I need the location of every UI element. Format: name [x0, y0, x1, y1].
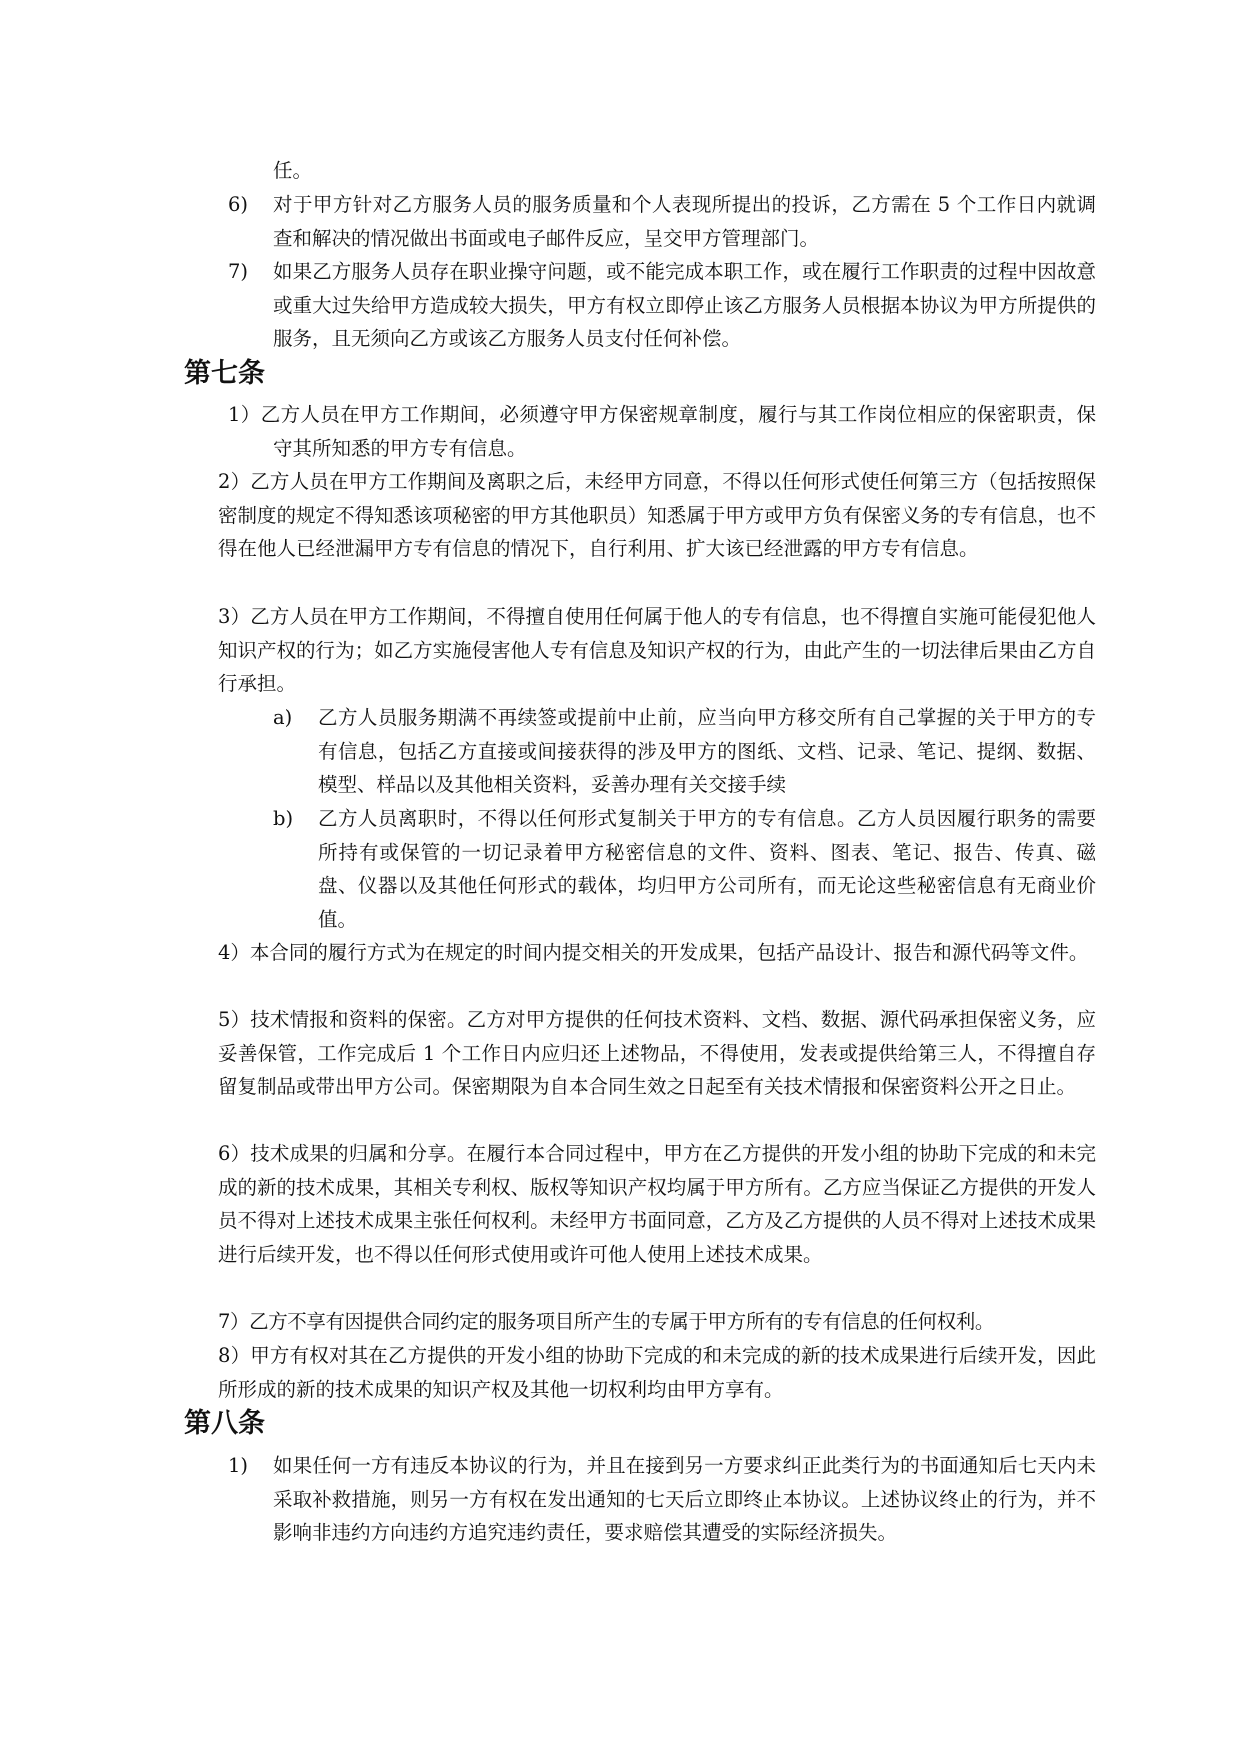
list-number: 7) — [228, 260, 249, 283]
article-7-para-7: 7）乙方不享有因提供合同约定的服务项目所产生的专属于甲方所有的专有信息的任何权利。 — [218, 1310, 995, 1333]
article-7-para-1: 1）乙方人员在甲方工作期间，必须遵守甲方保密规章制度，履行与其工作岗位相应的保密职责，保守其所知悉的甲方专有信息。 — [228, 403, 1096, 460]
list-item-7 — [228, 255, 1096, 356]
list-text: 对于甲方针对乙方服务人员的服务质量和个人表现所提出的投诉，乙方需在 5 个工作日内就调查和解决的情况做出书面或电子邮件反应，呈交甲方管理部门。 — [273, 193, 1096, 250]
list-item-6 — [228, 188, 1096, 255]
article-8-item-1 — [228, 1449, 1096, 1550]
article-7-para-4: 4）本合同的履行方式为在规定的时间内提交相关的开发成果，包括产品设计、报告和源代码等文件。 — [218, 941, 1089, 964]
article-7-para-6: 6）技术成果的归属和分享。在履行本合同过程中，甲方在乙方提供的开发小组的协助下完成的和未完成的新的技术成果，其相关专利权、版权等知识产权均属于甲方所有。乙方应当保证乙方提供的开发人员不得对上述技术成果主张任何权利。未经甲方书面同意，乙方及乙方提供的人员不得对上述技术成果进行后续开发，也不得以任何形式使用或许可他人使用上述技术成果。 — [218, 1142, 1096, 1266]
list-letter: b) — [273, 807, 294, 830]
article-7-para-3: 3）乙方人员在甲方工作期间，不得擅自使用任何属于他人的专有信息，也不得擅自实施可能侵犯他人知识产权的行为；如乙方实施侵害他人专有信息及知识产权的行为，由此产生的一切法律后果由乙方自行承担。 — [218, 605, 1096, 695]
sub-item-a — [273, 701, 1096, 802]
list-text: 乙方人员服务期满不再续签或提前中止前，应当向甲方移交所有自己掌握的关于甲方的专有信息，包括乙方直接或间接获得的涉及甲方的图纸、文档、记录、笔记、提纲、数据、模型、样品以及其他相关资料，妥善办理有关交接手续 — [318, 706, 1096, 796]
list-number: 1) — [228, 1454, 249, 1477]
article-8-heading: 第八条 — [184, 1408, 265, 1439]
article-7-para-5: 5）技术情报和资料的保密。乙方对甲方提供的任何技术资料、文档、数据、源代码承担保密义务，应妥善保管，工作完成后 1 个工作日内应归还上述物品，不得使用，发表或提供给第三人，不得擅自存留复制品或带出甲方公司。保密期限为自本合同生效之日起至有关技术情报和保密资料公开之日止。 — [218, 1008, 1096, 1098]
list-number: 6) — [228, 193, 249, 216]
list-letter: a) — [273, 706, 293, 729]
list-text: 如果任何一方有违反本协议的行为，并且在接到另一方要求纠正此类行为的书面通知后七天内未采取补救措施，则另一方有权在发出通知的七天后立即终止本协议。上述协议终止的行为，并不影响非违约方向违约方追究违约责任，要求赔偿其遭受的实际经济损失。 — [273, 1454, 1096, 1544]
article-7-para-8: 8）甲方有权对其在乙方提供的开发小组的协助下完成的和未完成的新的技术成果进行后续开发，因此所形成的新的技术成果的知识产权及其他一切权利均由甲方享有。 — [218, 1344, 1096, 1401]
list-text: 如果乙方服务人员存在职业操守问题，或不能完成本职工作，或在履行工作职责的过程中因故意或重大过失给甲方造成较大损失，甲方有权立即停止该乙方服务人员根据本协议为甲方所提供的服务，且无须向乙方或该乙方服务人员支付任何补偿。 — [273, 260, 1096, 350]
article-7-heading: 第七条 — [184, 358, 265, 389]
sub-item-b — [273, 802, 1096, 936]
article-7-para-2: 2）乙方人员在甲方工作期间及离职之后，未经甲方同意，不得以任何形式使任何第三方（包括按照保密制度的规定不得知悉该项秘密的甲方其他职员）知悉属于甲方或甲方负有保密义务的专有信息，也不得在他人已经泄漏甲方专有信息的情况下，自行利用、扩大该已经泄露的甲方专有信息。 — [218, 470, 1096, 560]
continuation-line: 任。 — [273, 159, 313, 182]
list-text: 乙方人员离职时，不得以任何形式复制关于甲方的专有信息。乙方人员因履行职务的需要所持有或保管的一切记录着甲方秘密信息的文件、资料、图表、笔记、报告、传真、磁盘、仪器以及其他任何形式的载体，均归甲方公司所有，而无论这些秘密信息有无商业价值。 — [318, 807, 1096, 931]
